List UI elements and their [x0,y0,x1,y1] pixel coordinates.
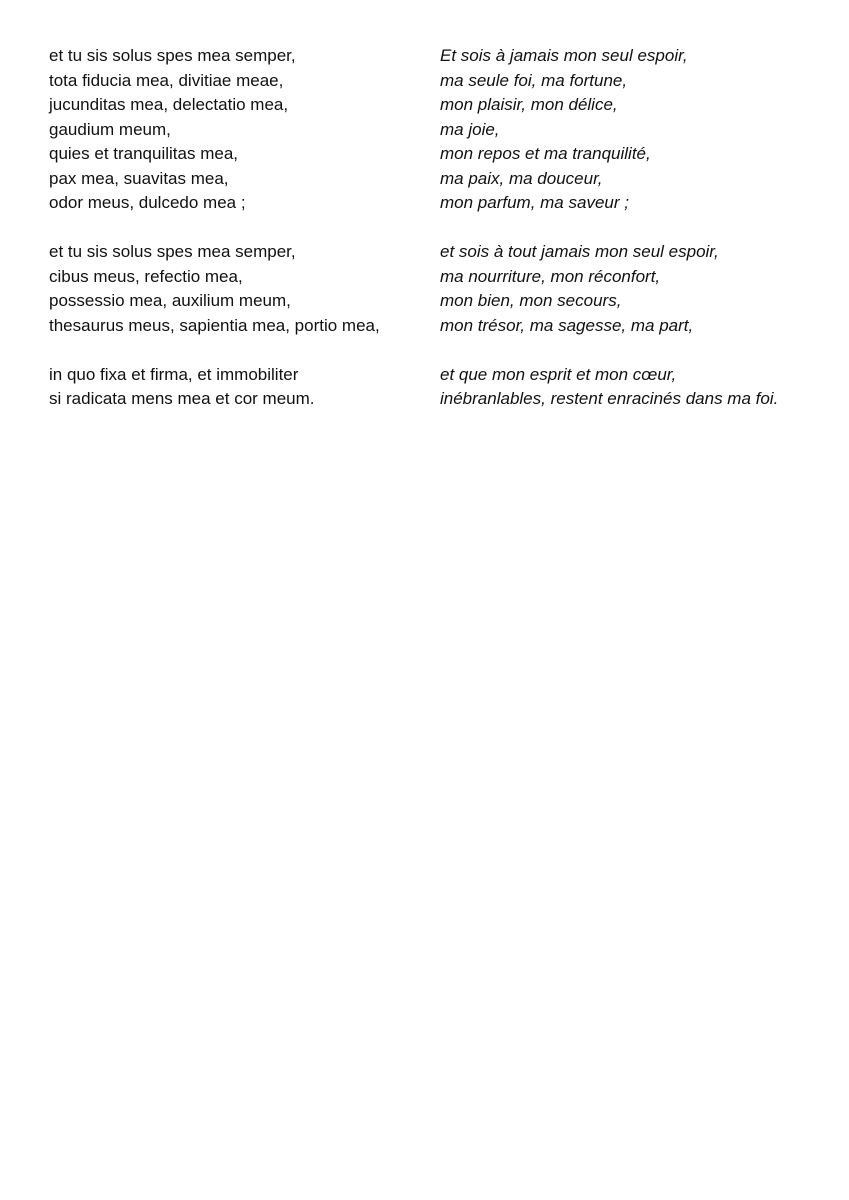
latin-stanza-1 [49,44,429,216]
french-line: inébranlables, restent enracinés dans ma foi. [440,389,779,408]
french-line: mon plaisir, mon délice, [440,95,618,114]
french-line: ma paix, ma douceur, [440,168,603,188]
latin-line: quies et tranquilitas mea, [49,144,238,163]
latin-line: cibus meus, refectio mea, [49,266,243,286]
latin-text-column [49,44,429,412]
french-stanza-2 [440,240,840,338]
french-line: mon bien, mon secours, [440,291,622,310]
latin-line: thesaurus meus, sapientia mea, portio mea, [49,315,380,335]
french-line: mon parfum, ma saveur ; [440,193,629,212]
latin-line: possessio mea, auxilium meum, [49,291,291,310]
latin-line: pax mea, suavitas mea, [49,168,229,188]
french-stanza-1 [440,44,840,216]
latin-line: et tu sis solus spes mea semper, [49,46,296,65]
french-line: et sois à tout jamais mon seul espoir, [440,242,719,261]
french-line: ma seule foi, ma fortune, [440,70,628,90]
french-line: ma joie, [440,119,500,139]
latin-stanza-2 [49,240,429,338]
latin-line: et tu sis solus spes mea semper, [49,242,296,261]
latin-line: jucunditas mea, delectatio mea, [49,95,289,114]
latin-line: in quo fixa et firma, et immobiliter [49,364,299,384]
french-line: et que mon esprit et mon cœur, [440,364,677,384]
latin-line: odor meus, dulcedo mea ; [49,193,246,212]
latin-line: si radicata mens mea et cor meum. [49,389,315,408]
french-stanza-3 [440,363,840,412]
french-line: ma nourriture, mon réconfort, [440,266,661,286]
latin-line: tota fiducia mea, divitiae meae, [49,70,284,90]
latin-stanza-3 [49,363,429,412]
french-line: mon trésor, ma sagesse, ma part, [440,315,694,335]
french-translation-column [440,44,840,412]
latin-line: gaudium meum, [49,119,171,139]
french-line: Et sois à jamais mon seul espoir, [440,46,688,65]
french-line: mon repos et ma tranquilité, [440,144,651,163]
